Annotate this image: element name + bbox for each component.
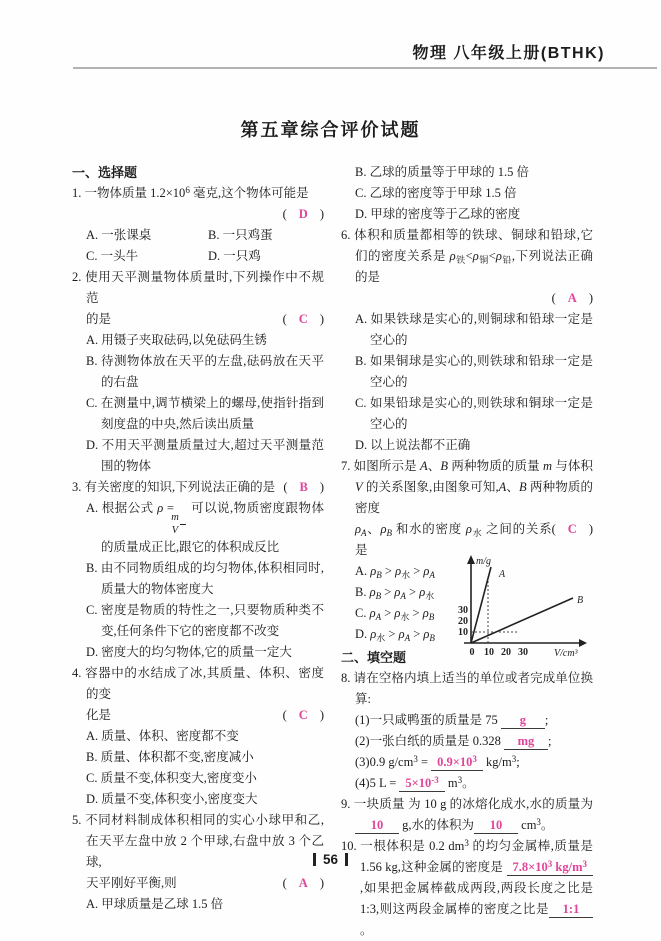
option-c: C. $\rho_A > \rho_水 > \rho_B$ <box>355 606 435 622</box>
option-c: C. 如果铅球是实心的,则铁球和铜球一定是空心的 <box>355 396 593 431</box>
left-column <box>72 162 324 915</box>
option-c: C. 质量不变,体积变大,密度变小 <box>86 771 257 785</box>
option-b: B. 一只鸡蛋 <box>208 228 273 242</box>
option-a: A. 如果铁球是实心的,则铜球和铅球一定是空心的 <box>355 312 593 347</box>
x-tick-0: 0 <box>469 647 475 658</box>
booklet-header: 物理 八年级上册(BTHK) <box>412 45 605 62</box>
paren-open: ( <box>282 708 287 722</box>
option-a: A. 用镊子夹取砝码,以免砝码生锈 <box>86 333 267 347</box>
paren-open: ( <box>551 522 556 536</box>
question-6 <box>341 225 593 456</box>
answer-letter: A <box>567 291 577 305</box>
question-2 <box>72 267 324 477</box>
graph-y-axis-label: m/g <box>476 556 491 567</box>
question-4-answer <box>283 705 324 726</box>
question-5-option-c: C. 乙球的密度等于甲球 1.5 倍 <box>355 186 517 200</box>
page-number: 56 <box>322 852 339 867</box>
page-footer <box>0 852 661 867</box>
question-2-answer-row <box>72 309 324 330</box>
option-a: A. 根据公式 ρ = $\frac{m}{V}$ 可以说,物质密度跟物体的质量成正比,跟它的体积成反比 <box>86 501 324 554</box>
question-6-stem: 6. 体积和质量都相等的铁球、铜球和铅球,它们的密度关系是 $\rho_铁<\rho_铜<\rho_铅$,下列说法正确的是 <box>341 228 593 284</box>
question-7-stem-tail: $\rho_A$、$\rho_B$ 和水的密度 $\rho_水$ 之间的关系是 <box>355 522 552 557</box>
option-d: D. $\rho_水 > \rho_A > \rho_B$ <box>355 627 435 643</box>
paren-open: ( <box>282 876 287 890</box>
option-d: D. 不用天平测量质量过大,超过天平测量范围的物体 <box>86 438 324 473</box>
x-tick-10: 10 <box>484 647 494 658</box>
question-3-answer <box>283 477 324 498</box>
mass-volume-graph <box>451 553 597 665</box>
question-5-stem: 5. 不同材料制成体积相同的实心小球甲和乙,在天平左盘中放 2 个甲球,右盘中放 3 个乙球, <box>72 813 324 869</box>
question-1-answer <box>283 204 324 225</box>
paren-open: ( <box>282 312 287 326</box>
answer-letter: C <box>298 708 308 722</box>
answer-letter: C <box>298 312 308 326</box>
option-c: C. 一头牛 <box>86 249 139 263</box>
option-a: A. 一张课桌 <box>86 228 152 242</box>
answer-letter: D <box>298 207 308 221</box>
paren-open: ( <box>283 480 288 494</box>
paren-close: ) <box>319 708 324 722</box>
y-tick-20: 20 <box>458 616 468 627</box>
option-c: C. 密度是物质的特性之一,只要物质种类不变,任何条件下它的密度都不改变 <box>86 603 324 638</box>
section-heading-blank: 二、填空题 <box>341 650 407 665</box>
question-4-stem-tail: 化是 <box>86 708 112 722</box>
question-8-item-1: (1)一只咸鸭蛋的质量是 75 g ; <box>355 713 549 727</box>
option-a: A. $\rho_B > \rho_水 > \rho_A$ <box>355 564 435 580</box>
question-6-answer-row <box>341 288 593 309</box>
header-rule <box>73 67 657 69</box>
question-5-option-b: B. 乙球的质量等于甲球的 1.5 倍 <box>355 165 529 179</box>
option-b: B. 质量、体积都不变,密度减小 <box>86 750 254 764</box>
answer-letter: A <box>298 876 308 890</box>
question-2-stem: 2. 使用天平测量物体质量时,下列操作中不规范 <box>72 270 324 305</box>
question-6-answer <box>552 288 593 309</box>
option-d: D. 以上说法都不正确 <box>355 438 471 452</box>
paren-open: ( <box>282 207 287 221</box>
question-8 <box>341 668 593 794</box>
option-d: D. 质量不变,体积变小,密度变大 <box>86 792 258 806</box>
question-10: 10. 一根体积是 0.2 $dm^3$ 的均匀金属棒,质量是 1.56 kg,这种金属的密度是 $7.8\times 10^3$ $kg/m^3$,如果把金属棒截成两段,两段长度之比是 1:3,则这两段金属棒的密度之比是 1:1。 <box>341 838 593 937</box>
question-7-stem: 7. 如图所示是 A、B 两种物质的质量 m 与体积 V 的关系图象,由图象可知,A、B 两种物质的密度 <box>341 459 593 515</box>
question-4-stem: 4. 容器中的水结成了冰,其质量、体积、密度的变 <box>72 666 324 701</box>
question-7-answer <box>552 519 593 540</box>
question-2-stem-tail: 的是 <box>86 312 112 326</box>
answer-letter: B <box>299 480 308 494</box>
question-8-item-2: (2)一张白纸的质量是 0.328 mg ; <box>355 734 552 748</box>
line-b-label: B <box>577 595 584 606</box>
question-3-answer-row <box>72 477 324 498</box>
right-column <box>341 162 593 941</box>
y-tick-10: 10 <box>458 627 468 638</box>
question-9: 9. 一块质量 为 10 g 的冰熔化成水,水的质量为10 g,水的体积为 10 $cm^3$。 <box>341 797 593 832</box>
x-tick-30: 30 <box>518 647 528 658</box>
question-3 <box>72 477 324 663</box>
question-1-options <box>72 225 324 267</box>
y-tick-30: 30 <box>458 605 468 616</box>
answer-letter: C <box>567 522 577 536</box>
question-5-stem-tail: 天平刚好平衡,则 <box>86 876 177 890</box>
paren-close: ) <box>588 522 593 536</box>
option-a: A. 甲球质量是乙球 1.5 倍 <box>86 897 224 911</box>
question-3-stem: 3. 有关密度的知识,下列说法正确的是 <box>72 480 276 494</box>
footer-bar-left <box>313 853 316 866</box>
option-b: B. 待测物体放在天平的左盘,砝码放在天平的右盘 <box>86 354 324 389</box>
paren-open: ( <box>551 291 556 305</box>
question-8-item-4: (4)5 $L = 5\times 10^{-3}$ $m^3$。 <box>355 775 475 790</box>
option-b: B. 如果铜球是实心的,则铁球和铅球一定是空心的 <box>355 354 593 389</box>
paren-close: ) <box>319 876 324 890</box>
question-8-stem: 8. 请在空格内填上适当的单位或者完成单位换算: <box>341 671 593 706</box>
question-1-answer-row <box>72 204 324 225</box>
paren-close: ) <box>319 480 324 494</box>
option-b: B. $\rho_B > \rho_A > \rho_水$ <box>355 585 435 601</box>
paren-close: ) <box>319 312 324 326</box>
graph-x-axis-label: V/cm³ <box>554 648 578 659</box>
option-a: A. 质量、体积、密度都不变 <box>86 729 239 743</box>
question-5-answer <box>283 873 324 894</box>
option-c: C. 在测量中,调节横梁上的螺母,使指针指到刻度盘的中央,然后读出质量 <box>86 396 324 431</box>
question-4-answer-row <box>72 705 324 726</box>
footer-bar-right <box>345 853 348 866</box>
line-a-label: A <box>499 569 506 580</box>
question-1-stem: 1. 一物体质量 $1.2\times 10^6$ 毫克,这个物体可能是 <box>72 185 309 200</box>
question-4 <box>72 663 324 810</box>
question-5-answer-row <box>72 873 324 894</box>
paren-close: ) <box>588 291 593 305</box>
question-2-answer <box>283 309 324 330</box>
option-b: B. 由不同物质组成的均匀物体,体积相同时,质量大的物体密度大 <box>86 561 324 596</box>
option-d: D. 一只鸡 <box>208 249 261 263</box>
question-8-item-3: (3)0.9 $g/cm^3 = 0.9\times 10^3$ $kg/m^3$; <box>355 754 520 769</box>
question-5-option-d: D. 甲球的密度等于乙球的密度 <box>355 207 521 221</box>
question-1 <box>72 183 324 267</box>
x-tick-20: 20 <box>501 647 511 658</box>
page-title: 第五章综合评价试题 <box>240 120 421 140</box>
option-d: D. 密度大的均匀物体,它的质量一定大 <box>86 645 292 659</box>
line-b <box>471 598 573 643</box>
paren-close: ) <box>319 207 324 221</box>
section-heading-choice: 一、选择题 <box>72 165 138 180</box>
